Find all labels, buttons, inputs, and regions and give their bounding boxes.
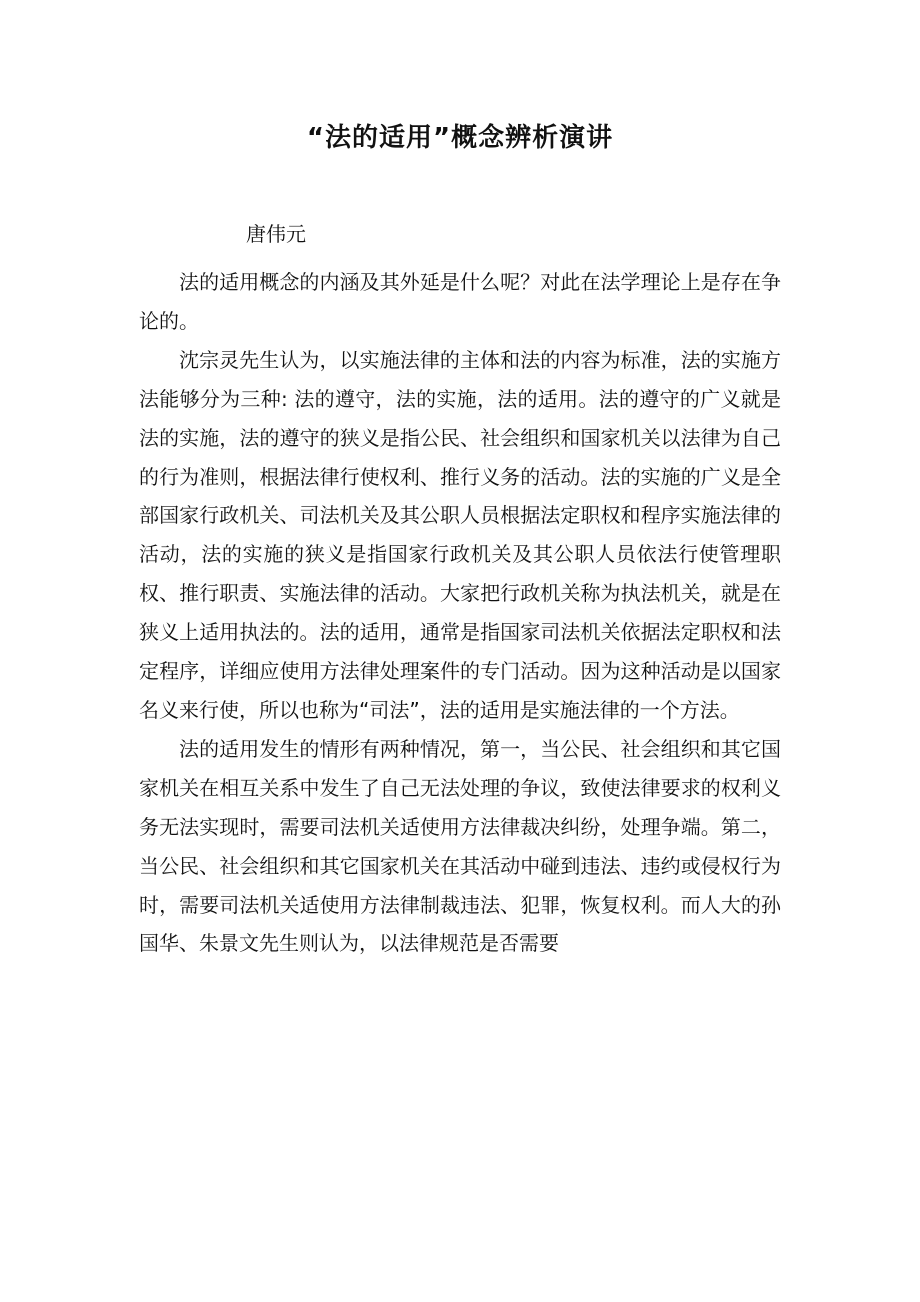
paragraph: 沈宗灵先生认为，以实施法律的主体和法的内容为标准，法的实施方法能够分为三种: 法的遵守，法的实施，法的适用。法的遵守的广义就是法的实施，法的遵守的狭义是指公民、社会组织和国家机关以法律为自己的行为准则，根据法律行使权利、推行义务的活动。法的实施的广义是全部国家行政机关、司法机关及其公职人员根据法定职权和程序实施法律的活动，法的实施的狭义是指国家行政机关及其公职人员依法行使管理职权、推行职责、实施法律的活动。大家把行政机关称为执法机关，就是在狭义上适用执法的。法的适用，通常是指国家司法机关依据法定职权和法定程序，详细应使用方法律处理案件的专门活动。因为这种活动是以国家名义来行使，所以也称为“司法”，法的适用是实施法律的一个方法。 bbox=[139, 347, 781, 722]
paragraph: 法的适用概念的内涵及其外延是什么呢？对此在法学理论上是存在争论的。 bbox=[139, 270, 781, 333]
author-name: 唐伟元 bbox=[246, 222, 306, 246]
document-title: “法的适用”概念辨析演讲 bbox=[306, 123, 614, 153]
document-body bbox=[139, 263, 781, 963]
paragraph: 法的适用发生的情形有两种情况，第一，当公民、社会组织和其它国家机关在相互关系中发生了自己无法处理的争议，致使法律要求的权利义务无法实现时，需要司法机关适使用方法律裁决纠纷，处理争端。第二，当公民、社会组织和其它国家机关在其活动中碰到违法、违约或侵权行为时，需要司法机关适使用方法律制裁违法、犯罪，恢复权利。而人大的孙国华、朱景文先生则认为，以法律规范是否需要 bbox=[139, 736, 781, 956]
